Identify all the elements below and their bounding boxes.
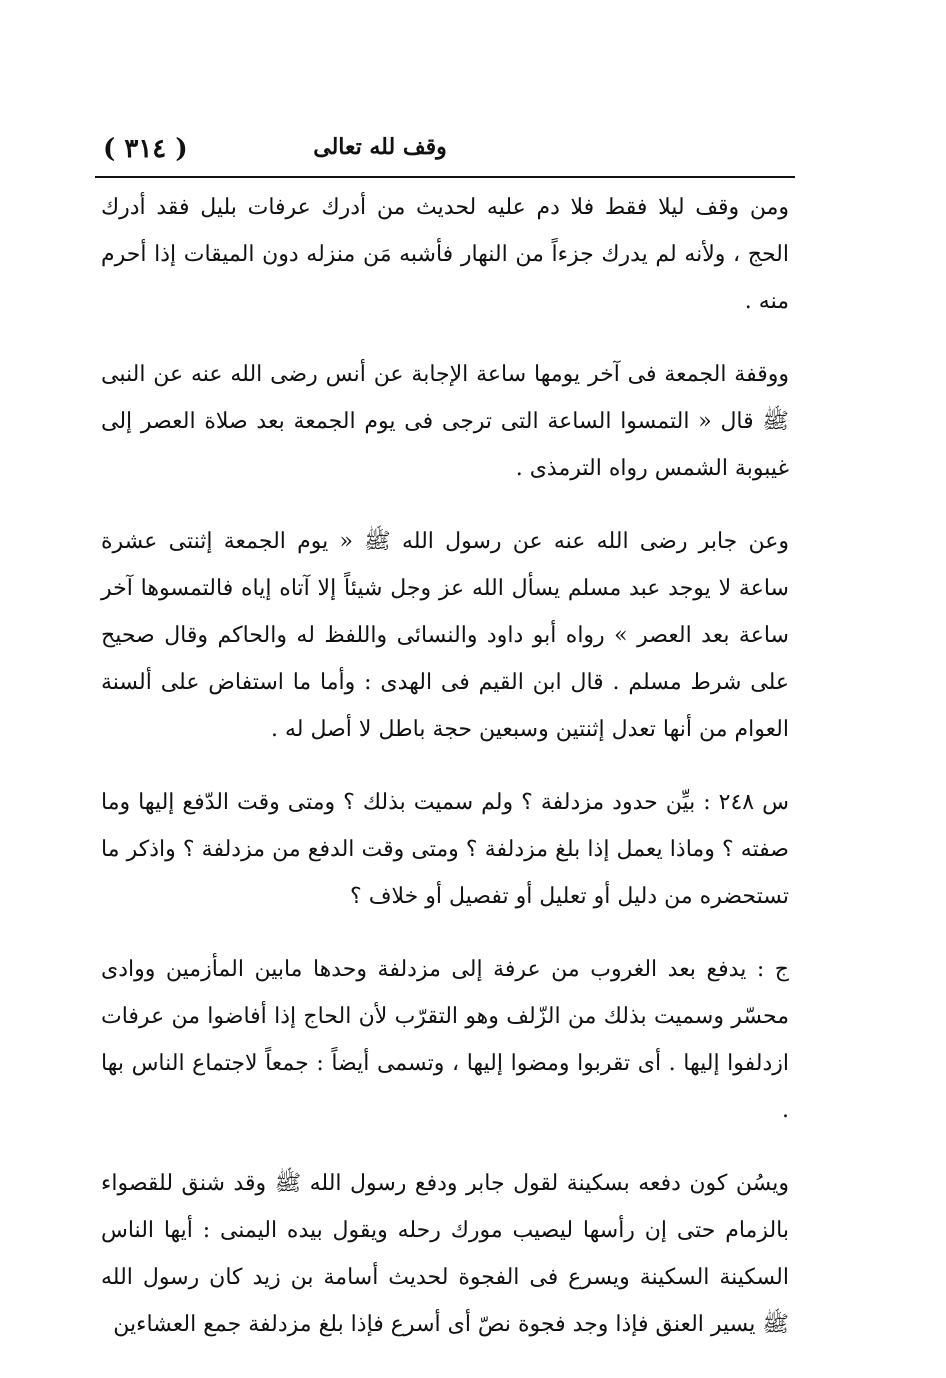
running-title: وقف لله تعالى <box>313 134 447 160</box>
paragraph-tranquility: ويسُن كون دفعه بسكينة لقول جابر ودفع رسول الله ﷺ وقد شنق للقصواء بالزمام حتى إن رأسها ليصيب مورك رحله ويقول بيده اليمنى : أيها الناس السكينة السكينة ويسرع فى الفجوة لحديث أسامة بن زيد كان رسول الله ﷺ يسير العنق فإذا وجد فجوة نصّ أى أسرع فإذا بلغ مزدلفة جمع العشاءين <box>101 1171 789 1337</box>
paragraph-jabir-hadith: وعن جابر رضى الله عنه عن رسول الله ﷺ « يوم الجمعة إثنتى عشرة ساعة لا يوجد عبد مسلم يسأل الله عز وجل شيئاً إلا آتاه إياه فالتمسوها آخر ساعة بعد العصر » رواه أبو داود والنسائى واللفظ له والحاكم وقال صحيح على شرط مسلم . قال ابن القيم فى الهدى : وأما ما استفاض على ألسنة العوام من أنها تعدل إثنتين وسبعين حجة باطل لا أصل له . <box>101 529 789 742</box>
paragraph-question-248: س ٢٤٨ : بيِّن حدود مزدلفة ؟ ولم سميت بذلك ؟ ومتى وقت الدّفع إليها وما صفته ؟ وماذا يعمل إذا بلغ مزدلفة ؟ ومتى وقت الدفع من مزدلفة ؟ واذكر ما تستحضره من دليل أو تعليل أو تفصيل أو خلاف ؟ <box>101 790 789 909</box>
page-header <box>95 128 795 178</box>
page-number: ( ٣١٤ ) <box>103 134 188 164</box>
book-page <box>95 128 795 1348</box>
paragraph-night-standing: ومن وقف ليلا فقط فلا دم عليه لحديث من أدرك عرفات بليل فقد أدرك الحج ، ولأنه لم يدرك جزءاً من النهار فأشبه مَن منزله دون الميقات إذا أحرم منه . <box>101 195 789 314</box>
paragraph-friday-hour: ووقفة الجمعة فى آخر يومها ساعة الإجابة عن أنس رضى الله عنه عن النبى ﷺ قال « التمسوا الساعة التى ترجى فى يوم الجمعة بعد صلاة العصر إلى غيبوبة الشمس رواه الترمذى . <box>101 362 789 481</box>
paragraph-answer: ج : يدفع بعد الغروب من عرفة إلى مزدلفة وحدها مابين المأزمين ووادى محسّر وسميت بذلك من الزّلف وهو التقرّب لأن الحاج إذا أفاضوا من عرفات ازدلفوا إليها . أى تقربوا ومضوا إليها ، وتسمى أيضاً : جمعاً لاجتماع الناس بها . <box>101 957 789 1123</box>
